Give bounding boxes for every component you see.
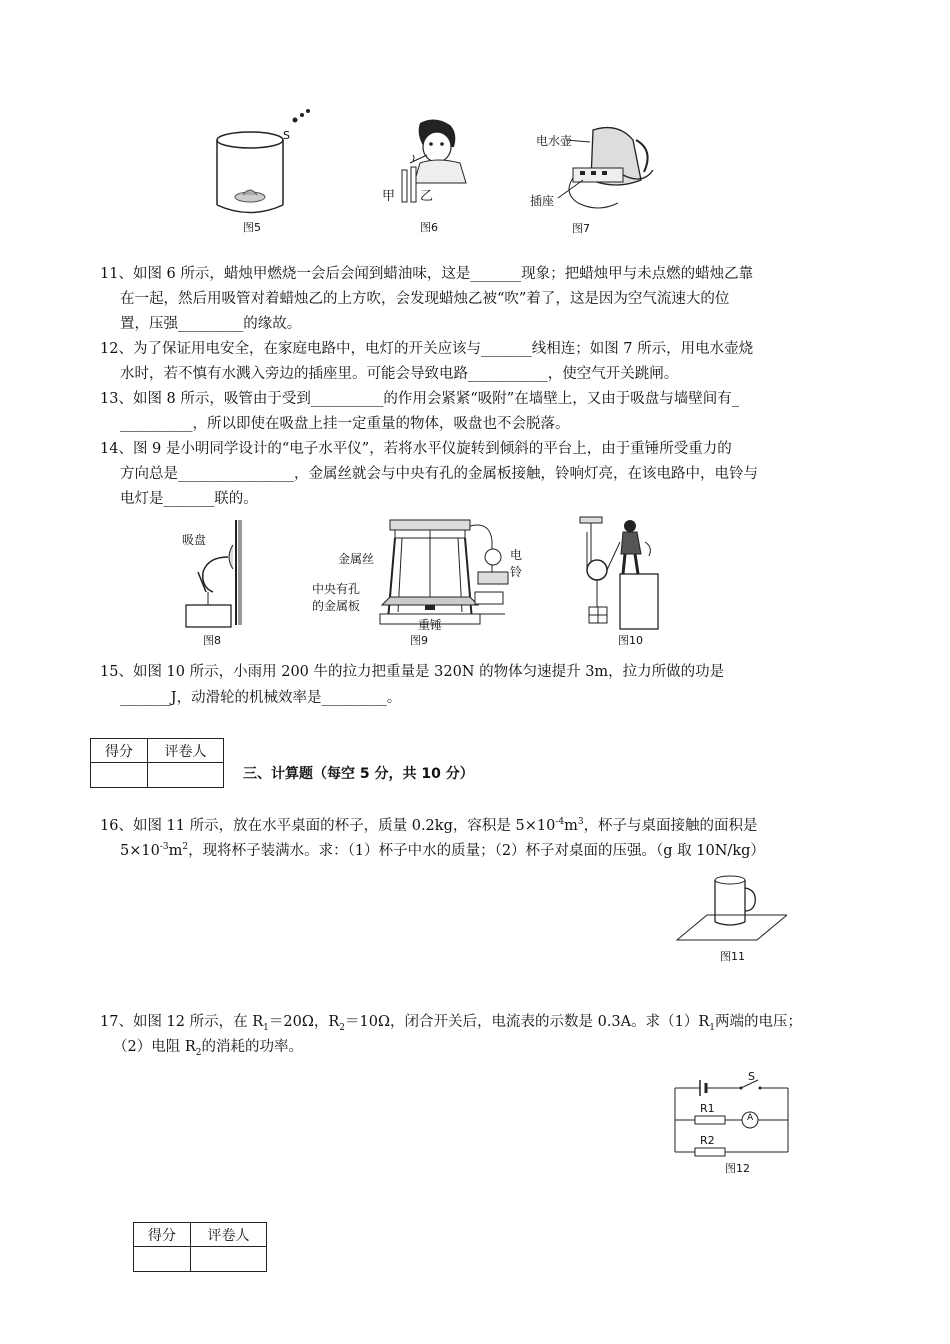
question-11-line-1: 11、如图 6 所示，蜡烛甲燃烧一会后会闻到蜡油味，这是_______现象；把蜡烛甲与未点燃的蜡烛乙靠	[100, 266, 754, 282]
question-12-line-1: 12、为了保证用电安全，在家庭电路中，电灯的开关应该与_______线相连；如图 7 所示，用电水壶烧	[100, 341, 754, 357]
question-12-line-2: 水时，若不慎有水溅入旁边的插座里。可能会导致电路___________，使空气开关跳闸。	[120, 366, 679, 382]
jar-candle-illustration	[205, 105, 315, 220]
question-15-line-1: 15、如图 10 所示，小雨用 200 牛的拉力把重量是 320N 的物体匀速提升 3m，拉力所做的功是	[100, 664, 725, 680]
score-header-2: 得分	[134, 1223, 191, 1247]
fig12-r2-label: R2	[700, 1134, 715, 1147]
q17-sub-2: 2	[339, 1022, 346, 1033]
fig5-letter: S	[283, 129, 290, 142]
grader-header: 评卷人	[148, 739, 224, 763]
section-3-title: 三、计算题（每空 5 分，共 10 分）	[243, 766, 474, 782]
q17-text-1c: ＝10Ω，闭合开关后，电流表的示数是 0.3A。求（1）R	[345, 1014, 710, 1030]
fig8-suction-label: 吸盘	[182, 533, 207, 547]
q16-text-2c: ，现将杯子装满水。求：（1）杯子中水的质量；（2）杯子对桌面的压强。（g 取 10N/kg）	[188, 842, 765, 859]
fig9-bell-label: 电铃	[510, 548, 523, 579]
score-cell-2[interactable]	[134, 1247, 191, 1272]
question-11-line-3: 置，压强_________的缘故。	[120, 316, 302, 332]
question-14-line-1: 14、图 9 是小明同学设计的“电子水平仪”，若将水平仪旋转到倾斜的平台上，由于重锤所受重力的	[100, 441, 732, 457]
figure-12	[670, 1070, 795, 1180]
q17-text-1b: ＝20Ω，R	[268, 1014, 340, 1030]
score-cell[interactable]	[91, 763, 148, 788]
fig10-label: 图10	[618, 634, 643, 647]
fig9-weight-label: 重锤	[418, 618, 443, 632]
figure-6	[380, 115, 480, 235]
q16-text-2b: m	[168, 842, 183, 859]
q16-exp-1: -4	[555, 817, 565, 827]
question-11-line-2: 在一起，然后用吸管对着蜡烛乙的上方吹，会发现蜡烛乙被“吹”着了，这是因为空气流速大的位	[120, 291, 730, 307]
figure-11	[672, 870, 787, 965]
score-table-2	[133, 1222, 267, 1272]
question-17-line-2	[113, 1035, 303, 1066]
figure-5	[205, 105, 315, 235]
question-14-line-2: 方向总是________________，金属丝就会与中央有孔的金属板接触，铃响灯亮，在该电路中，电铃与	[120, 466, 758, 482]
fig7-socket-label: 插座	[530, 194, 555, 208]
q16-exp-2: 3	[577, 817, 584, 827]
q16-text-2a: 5×10	[120, 842, 160, 859]
fig12-switch-label: S	[748, 1070, 755, 1083]
figure-8	[178, 515, 258, 650]
q16-text-1b: m	[564, 817, 578, 834]
fig9-label: 图9	[410, 634, 428, 647]
pulley-illustration	[575, 512, 675, 632]
q17-sub-4: 2	[195, 1047, 202, 1058]
fig5-label: 图5	[243, 221, 261, 234]
grader-cell-2[interactable]	[191, 1247, 267, 1272]
grader-cell[interactable]	[148, 763, 224, 788]
q16-exp-4: 2	[182, 842, 189, 852]
fig8-label: 图8	[203, 634, 221, 647]
fig9-plate-label-1: 中央有孔	[312, 582, 361, 596]
fig7-kettle-label: 电水壶	[536, 134, 573, 148]
q17-text-2b: 的消耗的功率。	[201, 1039, 303, 1055]
fig12-r1-label: R1	[700, 1102, 715, 1115]
circuit-diagram	[670, 1070, 795, 1165]
fig12-ammeter-label: A	[747, 1113, 754, 1123]
q17-text-1a: 17、如图 12 所示，在 R	[100, 1014, 264, 1030]
question-16-line-2	[120, 835, 765, 864]
grader-header-2: 评卷人	[191, 1223, 267, 1247]
q16-exp-3: -3	[159, 842, 169, 852]
score-table	[90, 738, 224, 788]
cup-on-table-illustration	[672, 870, 787, 945]
fig9-wire-label: 金属丝	[338, 552, 375, 566]
q17-text-2a: （2）电阻 R	[113, 1039, 196, 1055]
fig9-plate-label-2: 的金属板	[312, 599, 361, 613]
fig6-label: 图6	[420, 221, 438, 234]
q17-sub-1: 1	[263, 1022, 269, 1033]
fig11-label: 图11	[720, 950, 745, 963]
level-device-illustration	[310, 512, 525, 632]
question-15-line-2: _______J，动滑轮的机械效率是_________。	[120, 690, 402, 706]
fig12-label: 图12	[725, 1162, 750, 1175]
q17-sub-3: 1	[709, 1022, 716, 1033]
question-14-line-3: 电灯是_______联的。	[120, 491, 258, 507]
q16-text-1c: ，杯子与桌面接触的面积是	[583, 817, 758, 834]
fig6-right-text: 乙	[420, 189, 434, 204]
figure-9	[310, 512, 525, 650]
fig6-left-text: 甲	[382, 189, 396, 204]
q16-text-1a: 16、如图 11 所示，放在水平桌面的杯子，质量 0.2kg，容积是 5×10	[100, 817, 556, 834]
q17-text-1d: 两端的电压；	[715, 1014, 803, 1030]
fig7-label: 图7	[572, 222, 590, 235]
figure-10	[575, 512, 675, 650]
score-header: 得分	[91, 739, 148, 763]
question-13-line-2: __________，所以即使在吸盘上挂一定重量的物体，吸盘也不会脱落。	[120, 416, 570, 432]
question-13-line-1: 13、如图 8 所示，吸管由于受到__________的作用会紧紧“吸附”在墙壁上，又由于吸盘与墙壁间有_	[100, 391, 739, 407]
figure-7	[528, 120, 658, 238]
